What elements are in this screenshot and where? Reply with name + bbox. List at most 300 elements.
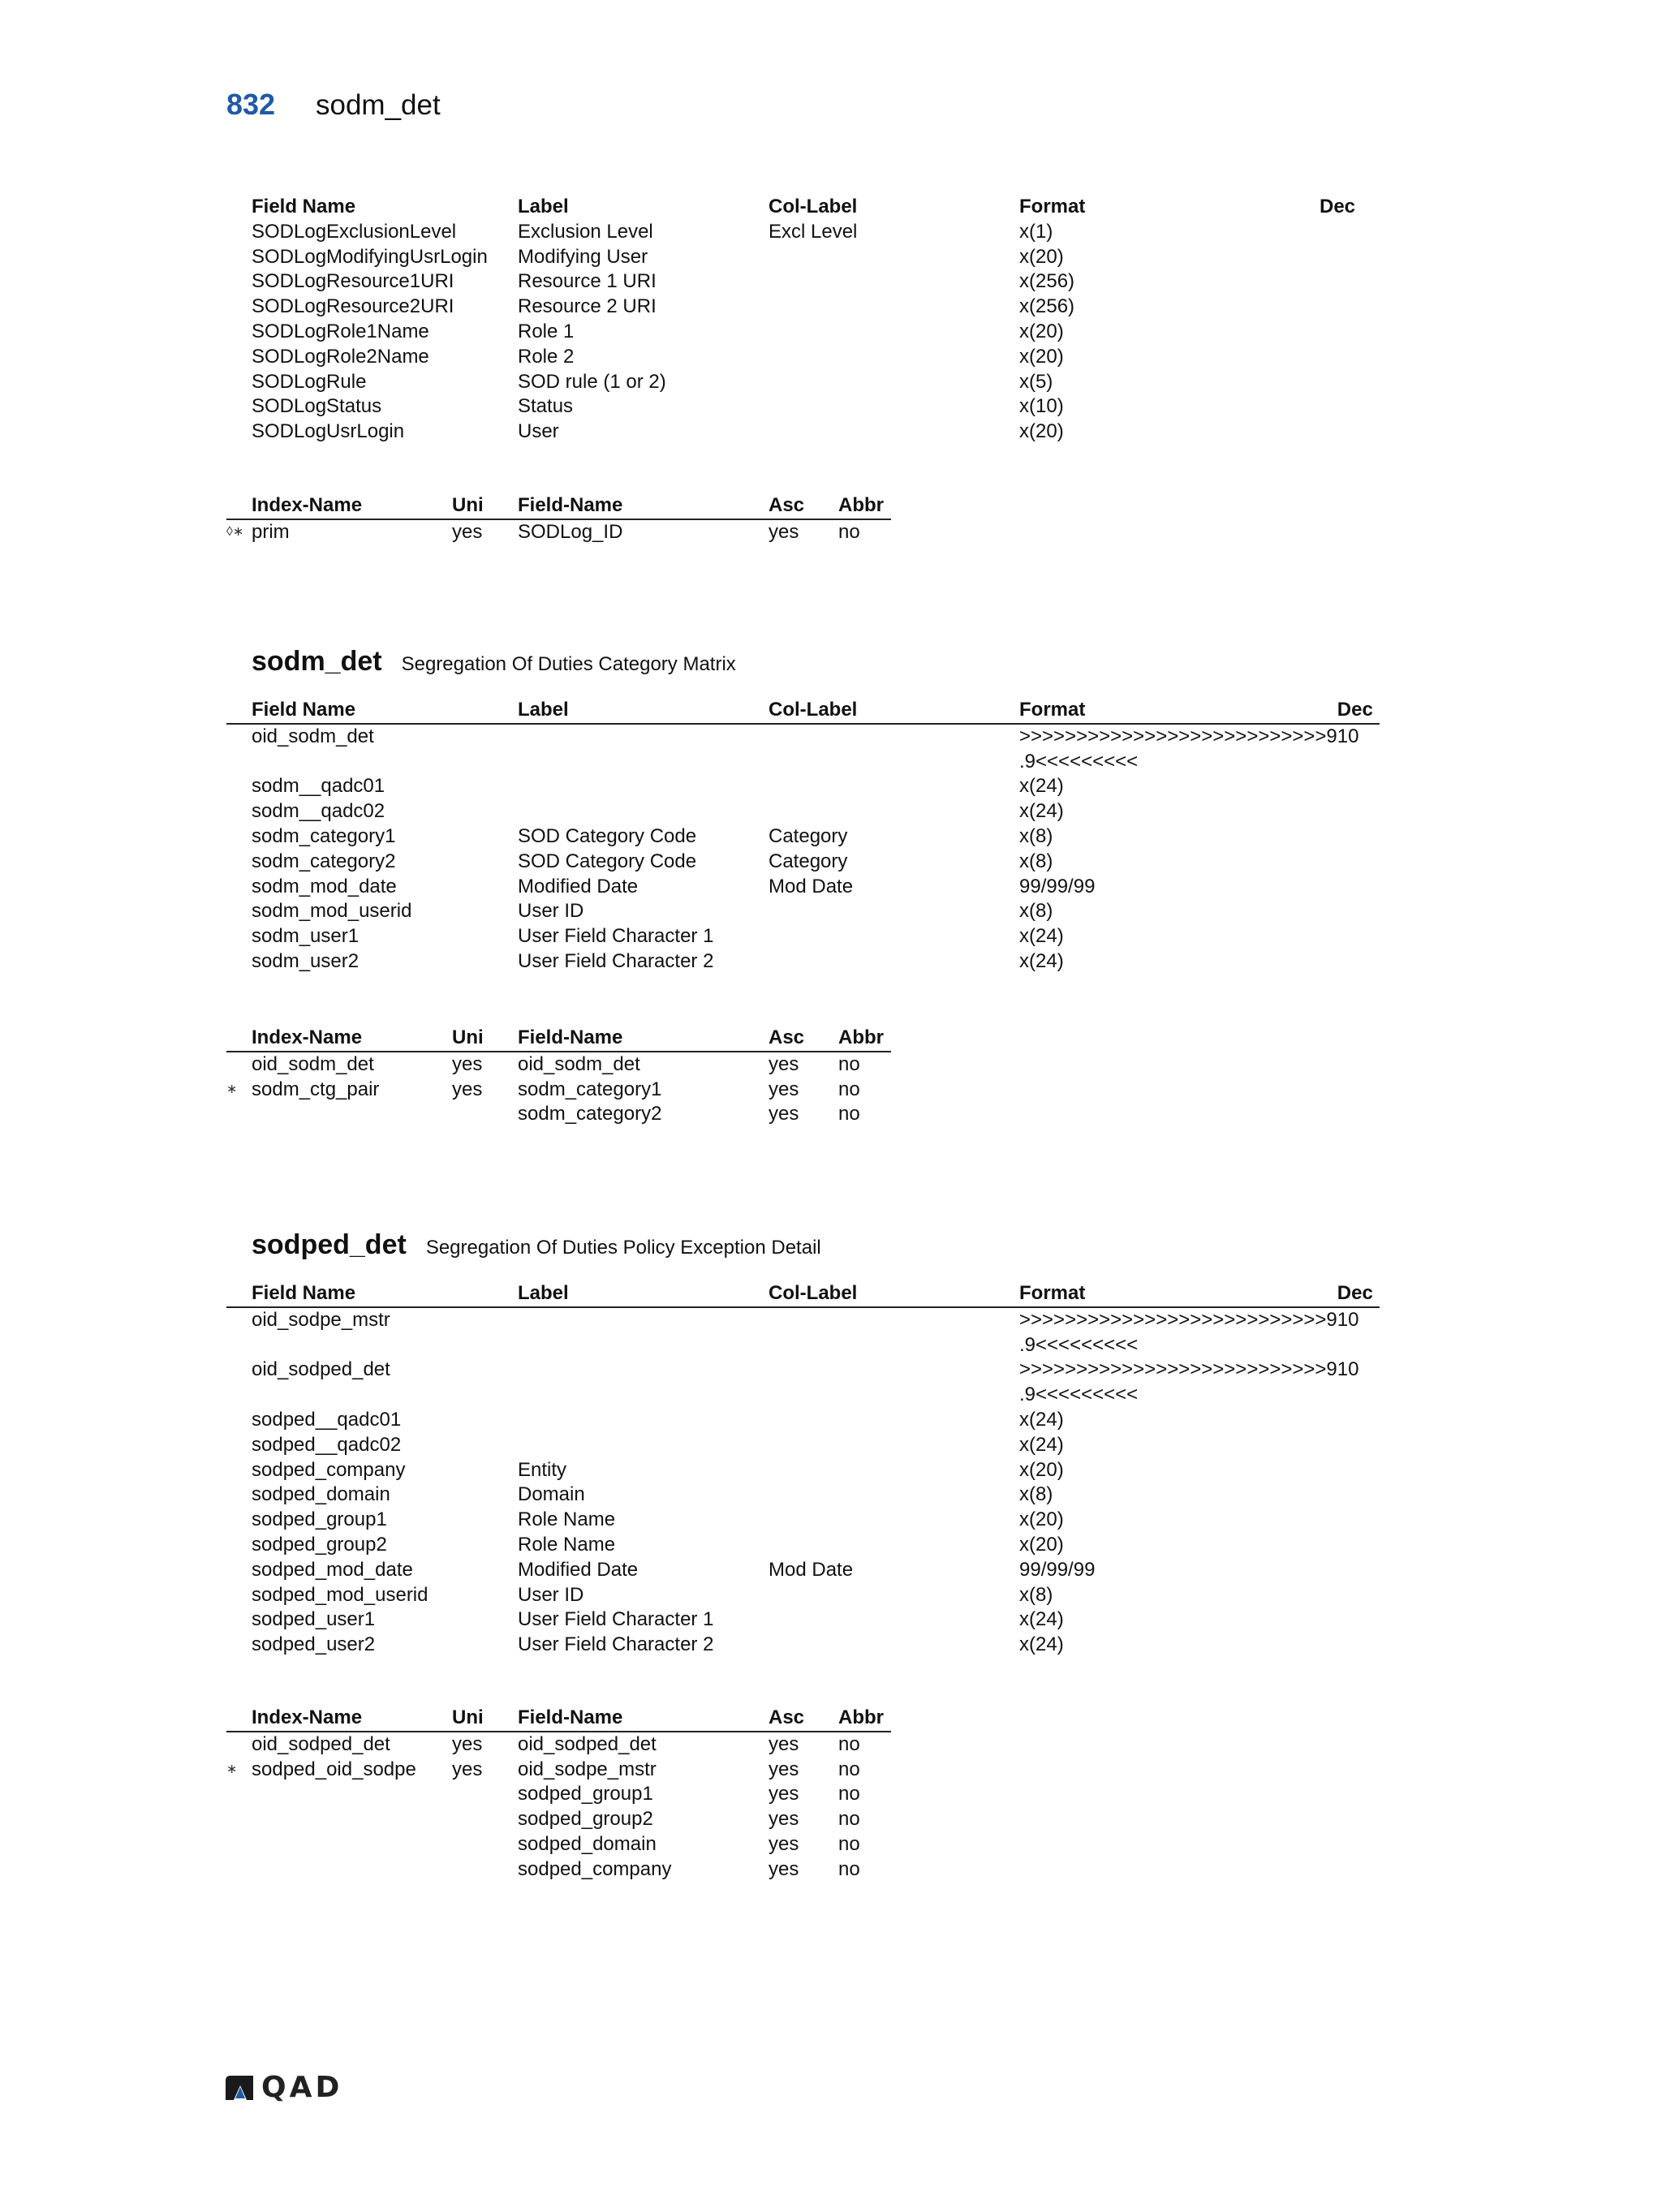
column-header-col-label: Col-Label	[769, 698, 1019, 724]
field-dec	[1337, 949, 1380, 975]
top-index-table	[226, 493, 891, 545]
table-row	[226, 1832, 891, 1857]
field-label: Exclusion Level	[518, 220, 653, 243]
field-dec	[1337, 850, 1380, 875]
index-field-name: sodped_group1	[518, 1783, 653, 1805]
index-ascending: yes	[769, 1103, 799, 1125]
index-field-name: sodm_category1	[518, 1078, 662, 1100]
row-mark	[226, 1583, 252, 1608]
field-dec	[1337, 1458, 1380, 1483]
field-label	[518, 724, 769, 750]
index-field-name: oid_sodpe_mstr	[518, 1758, 657, 1780]
field-col-label	[769, 1583, 1019, 1608]
field-dec	[1320, 245, 1362, 270]
table-row	[226, 269, 1362, 295]
row-mark	[226, 1408, 252, 1433]
field-col-label	[769, 1358, 1019, 1383]
field-dec	[1337, 1483, 1380, 1508]
column-header-asc: Asc	[769, 1026, 838, 1052]
field-col-label	[769, 774, 1019, 799]
column-header-abbr: Abbr	[838, 1706, 891, 1732]
table-row	[226, 1408, 1380, 1433]
column-header-format: Format	[1019, 698, 1337, 724]
table-row	[226, 1533, 1380, 1558]
index-field-name: sodped_company	[518, 1857, 672, 1880]
field-name: SODLogRole2Name	[252, 345, 429, 368]
field-format: x(5)	[1019, 370, 1053, 393]
field-col-label	[769, 345, 1019, 370]
field-col-label: Excl Level	[769, 220, 858, 243]
column-header-abbr: Abbr	[838, 1026, 891, 1052]
running-title: sodm_det	[316, 89, 441, 121]
row-mark	[226, 1433, 252, 1458]
table-row	[226, 1483, 1380, 1508]
field-format: x(24)	[1019, 1608, 1064, 1631]
column-header-col-label: Col-Label	[769, 196, 858, 217]
field-label: Role 1	[518, 320, 575, 342]
field-col-label	[769, 799, 1019, 824]
field-col-label	[769, 1533, 1019, 1558]
index-name: prim	[252, 520, 290, 543]
field-format: x(256)	[1019, 295, 1075, 318]
table-row	[226, 1508, 1380, 1533]
index-unique: yes	[452, 1052, 483, 1075]
field-name: SODLogStatus	[252, 395, 382, 418]
index-ascending: yes	[769, 1758, 799, 1780]
mark-header	[226, 195, 252, 220]
row-mark	[226, 370, 252, 395]
field-format: x(24)	[1019, 800, 1064, 823]
field-format: x(24)	[1019, 1433, 1064, 1456]
index-unique	[452, 1102, 518, 1127]
field-label	[518, 1433, 769, 1458]
field-name: SODLogModifyingUsrLogin	[252, 245, 488, 268]
header-row	[226, 493, 891, 519]
field-format: 99/99/99	[1019, 1558, 1096, 1581]
index-ascending: yes	[769, 1857, 799, 1880]
row-mark	[226, 1307, 252, 1333]
field-name: sodm_user2	[252, 949, 360, 972]
empty-cell	[769, 750, 1019, 775]
table-row	[226, 295, 1362, 320]
field-label	[518, 1307, 769, 1333]
page-header	[226, 88, 441, 128]
field-col-label: Mod Date	[769, 1558, 854, 1581]
field-format-continued: .9<<<<<<<<<	[1019, 750, 1139, 772]
table-description: Segregation Of Duties Policy Exception Detail	[425, 1237, 821, 1259]
index-ascending: yes	[769, 1078, 799, 1100]
column-header-field-name: Field-Name	[518, 1706, 769, 1732]
mark-header	[226, 698, 252, 724]
index-abbreviated: no	[838, 1103, 860, 1125]
index-ascending: yes	[769, 1832, 799, 1855]
field-format: x(24)	[1019, 1408, 1064, 1431]
index-name	[252, 1102, 452, 1127]
index-name: sodm_ctg_pair	[252, 1078, 380, 1100]
empty-cell	[769, 1333, 1019, 1358]
header-row	[226, 698, 1380, 724]
field-label: Modifying User	[518, 245, 648, 268]
field-format: x(20)	[1019, 1508, 1064, 1531]
column-header-uni: Uni	[452, 493, 518, 519]
field-label: User ID	[518, 900, 584, 923]
field-format: x(10)	[1019, 395, 1064, 418]
index-field-name: sodped_domain	[518, 1832, 657, 1855]
row-mark	[226, 420, 252, 445]
field-col-label	[769, 370, 1019, 395]
row-mark	[226, 1558, 252, 1583]
field-label: User Field Character 1	[518, 1608, 714, 1631]
row-mark	[226, 269, 252, 295]
column-header-format: Format	[1019, 196, 1086, 217]
page-number: 832	[226, 88, 276, 121]
field-name: sodped_mod_userid	[252, 1583, 428, 1606]
column-header-field-name: Field-Name	[518, 1026, 769, 1052]
field-col-label: Mod Date	[769, 875, 854, 897]
column-header-format: Format	[1019, 1281, 1337, 1307]
index-unique: yes	[452, 1758, 483, 1780]
column-header-col-label: Col-Label	[769, 1281, 1019, 1307]
row-mark	[226, 295, 252, 320]
empty-cell	[1337, 1383, 1380, 1408]
field-name: SODLogRule	[252, 370, 367, 393]
field-dec	[1320, 345, 1362, 370]
header-row	[226, 195, 1362, 220]
field-name: sodped_user2	[252, 1633, 376, 1656]
field-col-label	[769, 724, 1019, 750]
table-row	[226, 1078, 891, 1103]
table-row	[226, 320, 1362, 345]
index-marker	[226, 1807, 252, 1832]
empty-cell	[518, 750, 769, 775]
field-dec	[1337, 824, 1380, 850]
table-row	[226, 420, 1362, 445]
field-format: x(20)	[1019, 345, 1064, 368]
table-row	[226, 394, 1362, 420]
index-abbreviated: no	[838, 1857, 860, 1880]
column-header-dec: Dec	[1337, 1281, 1380, 1307]
mark-header	[226, 1026, 252, 1052]
index-abbreviated: no	[838, 1078, 860, 1100]
field-dec: 10	[1337, 1308, 1359, 1331]
field-format: x(20)	[1019, 420, 1064, 443]
field-col-label	[769, 1607, 1019, 1633]
field-format-continued: .9<<<<<<<<<	[1019, 1384, 1139, 1406]
table-description: Segregation Of Duties Category Matrix	[401, 653, 736, 675]
column-header-uni: Uni	[452, 1026, 518, 1052]
field-format: x(24)	[1019, 949, 1064, 972]
field-dec	[1337, 1558, 1380, 1583]
table-row	[226, 1307, 1380, 1333]
qad-logo	[224, 2071, 342, 2104]
index-abbreviated: no	[838, 1052, 860, 1075]
column-header-label: Label	[518, 1281, 769, 1307]
field-label	[518, 799, 769, 824]
field-col-label	[769, 394, 1019, 420]
field-dec	[1337, 1583, 1380, 1608]
field-name: oid_sodpe_mstr	[252, 1308, 390, 1331]
mark-header	[226, 1706, 252, 1732]
empty-cell	[518, 1333, 769, 1358]
field-col-label	[769, 1458, 1019, 1483]
field-col-label	[769, 1408, 1019, 1433]
field-format: x(8)	[1019, 850, 1053, 872]
field-dec	[1337, 799, 1380, 824]
field-label: SOD Category Code	[518, 824, 697, 847]
index-abbreviated: no	[838, 1783, 860, 1805]
column-header-index-name: Index-Name	[252, 1026, 452, 1052]
field-col-label	[769, 924, 1019, 949]
field-label: Modified Date	[518, 1558, 639, 1581]
header-row	[226, 1026, 891, 1052]
index-field-name: sodm_category2	[518, 1103, 662, 1125]
field-format: >>>>>>>>>>>>>>>>>>>>>>>>>>>9	[1019, 725, 1337, 747]
table-row	[226, 824, 1380, 850]
table-row	[226, 1807, 891, 1832]
field-dec	[1337, 1508, 1380, 1533]
column-header-field-name: Field Name	[252, 1281, 518, 1307]
field-dec	[1337, 1433, 1380, 1458]
row-mark	[226, 850, 252, 875]
index-abbreviated: no	[838, 1832, 860, 1855]
field-format: x(20)	[1019, 245, 1064, 268]
empty-cell	[1337, 1333, 1380, 1358]
row-mark	[226, 320, 252, 345]
field-dec	[1320, 420, 1362, 445]
sodm-det-field-table	[226, 698, 1380, 975]
index-name: oid_sodped_det	[252, 1732, 390, 1755]
field-col-label	[769, 320, 1019, 345]
row-mark	[226, 220, 252, 245]
mark-header	[226, 1281, 252, 1307]
row-mark	[226, 724, 252, 750]
row-mark	[226, 1508, 252, 1533]
table-row	[226, 1458, 1380, 1483]
field-dec	[1320, 370, 1362, 395]
field-dec	[1320, 269, 1362, 295]
empty-cell	[226, 1383, 252, 1408]
field-name: SODLogResource1URI	[252, 270, 454, 293]
table-row	[226, 370, 1362, 395]
row-mark	[226, 1483, 252, 1508]
column-header-dec: Dec	[1337, 698, 1380, 724]
field-name: SODLogUsrLogin	[252, 420, 405, 443]
field-label: Role Name	[518, 1533, 616, 1556]
field-label: Status	[518, 395, 574, 418]
field-label	[518, 1358, 769, 1383]
index-ascending: yes	[769, 1808, 799, 1831]
field-name: sodm_mod_userid	[252, 900, 412, 923]
field-col-label	[769, 269, 1019, 295]
field-format: x(24)	[1019, 925, 1064, 948]
field-dec	[1320, 394, 1362, 420]
index-unique: yes	[452, 520, 483, 543]
field-label: SOD rule (1 or 2)	[518, 370, 666, 393]
field-label	[518, 774, 769, 799]
table-row	[226, 1358, 1380, 1383]
index-marker: ∗	[226, 1082, 238, 1096]
column-header-uni: Uni	[452, 1706, 518, 1732]
index-unique	[452, 1857, 518, 1883]
column-header-field-name: Field Name	[252, 698, 518, 724]
row-mark	[226, 1458, 252, 1483]
header-row	[226, 1706, 891, 1732]
field-dec	[1337, 774, 1380, 799]
index-unique	[452, 1782, 518, 1807]
row-mark	[226, 245, 252, 270]
field-label: Resource 1 URI	[518, 270, 657, 293]
field-name: sodm_category1	[252, 824, 396, 847]
index-ascending: yes	[769, 520, 799, 543]
index-ascending: yes	[769, 1732, 799, 1755]
field-label: Role Name	[518, 1508, 616, 1531]
field-col-label	[769, 949, 1019, 975]
field-name: SODLogExclusionLevel	[252, 220, 457, 243]
field-name: oid_sodm_det	[252, 725, 374, 747]
column-header-field-name: Field Name	[252, 196, 356, 217]
table-row	[226, 245, 1362, 270]
field-dec	[1337, 1607, 1380, 1633]
table-row	[226, 724, 1380, 750]
table-row	[226, 1633, 1380, 1658]
field-format: x(1)	[1019, 220, 1053, 243]
empty-cell	[226, 750, 252, 775]
sodped-det-index-table	[226, 1706, 891, 1883]
empty-cell	[1337, 750, 1380, 775]
field-col-label	[769, 295, 1019, 320]
sodped-det-field-table	[226, 1281, 1380, 1658]
field-col-label	[769, 1307, 1019, 1333]
field-name: sodped__qadc01	[252, 1408, 402, 1431]
empty-cell	[252, 750, 518, 775]
field-format: x(20)	[1019, 1533, 1064, 1556]
index-abbreviated: no	[838, 1808, 860, 1831]
empty-cell	[252, 1333, 518, 1358]
field-name: sodm_category2	[252, 850, 396, 872]
index-name	[252, 1832, 452, 1857]
field-name: sodped_mod_date	[252, 1558, 413, 1581]
empty-cell	[252, 1383, 518, 1408]
qad-logo-icon	[224, 2074, 256, 2102]
index-unique: yes	[452, 1732, 483, 1755]
empty-cell	[518, 1383, 769, 1408]
field-format: x(20)	[1019, 1458, 1064, 1481]
field-name: sodped_group1	[252, 1508, 387, 1531]
field-dec	[1320, 220, 1362, 245]
index-unique: yes	[452, 1078, 483, 1100]
field-name: sodm_user1	[252, 925, 360, 948]
table-name: sodm_det	[252, 646, 382, 677]
field-name: sodped_domain	[252, 1483, 390, 1506]
field-dec	[1337, 1408, 1380, 1433]
field-col-label	[769, 899, 1019, 924]
field-label: User Field Character 2	[518, 1633, 714, 1656]
field-name: sodm__qadc01	[252, 775, 385, 798]
column-header-index-name: Index-Name	[252, 1706, 452, 1732]
empty-cell	[226, 1333, 252, 1358]
field-format-continued: .9<<<<<<<<<	[1019, 1333, 1139, 1356]
column-header-abbr: Abbr	[838, 493, 891, 519]
field-label: Modified Date	[518, 875, 639, 897]
field-label: SOD Category Code	[518, 850, 697, 872]
index-field-name: oid_sodped_det	[518, 1732, 657, 1755]
row-mark	[226, 1533, 252, 1558]
index-field-name: sodped_group2	[518, 1808, 653, 1831]
index-field-name: SODLog_ID	[518, 520, 623, 543]
table-row	[226, 1052, 891, 1078]
index-ascending: yes	[769, 1783, 799, 1805]
index-abbreviated: no	[838, 1758, 860, 1780]
table-row	[226, 1583, 1380, 1608]
field-label: Resource 2 URI	[518, 295, 657, 318]
column-header-dec: Dec	[1320, 196, 1356, 217]
field-name: sodped_company	[252, 1458, 406, 1481]
field-label	[518, 1408, 769, 1433]
field-name: sodped_group2	[252, 1533, 387, 1556]
index-marker	[226, 1832, 252, 1857]
column-header-field-name: Field-Name	[518, 493, 769, 519]
table-row	[226, 1558, 1380, 1583]
field-col-label	[769, 1433, 1019, 1458]
table-row	[226, 1857, 891, 1883]
row-mark	[226, 1633, 252, 1658]
field-format: x(8)	[1019, 1583, 1053, 1606]
field-label: User ID	[518, 1583, 584, 1606]
index-ascending: yes	[769, 1052, 799, 1075]
field-format: x(8)	[1019, 1483, 1053, 1506]
field-col-label	[769, 245, 1019, 270]
field-col-label	[769, 1633, 1019, 1658]
field-col-label: Category	[769, 824, 848, 847]
empty-cell	[769, 1383, 1019, 1408]
field-dec: 10	[1337, 1358, 1359, 1381]
row-mark	[226, 394, 252, 420]
field-dec	[1337, 875, 1380, 900]
table-row	[226, 1433, 1380, 1458]
column-header-asc: Asc	[769, 1706, 838, 1732]
field-format: x(20)	[1019, 320, 1064, 342]
table-row	[226, 1782, 891, 1807]
field-dec	[1320, 295, 1362, 320]
field-format: x(24)	[1019, 775, 1064, 798]
column-header-asc: Asc	[769, 493, 838, 519]
row-mark	[226, 924, 252, 949]
table-row	[226, 949, 1380, 975]
field-format: >>>>>>>>>>>>>>>>>>>>>>>>>>>9	[1019, 1308, 1337, 1331]
index-name	[252, 1807, 452, 1832]
top-field-table	[226, 195, 1362, 445]
field-format: x(256)	[1019, 270, 1075, 293]
table-row	[226, 345, 1362, 370]
sodm-det-index-table	[226, 1026, 891, 1127]
field-dec: 10	[1337, 725, 1359, 747]
field-name: sodm__qadc02	[252, 800, 385, 823]
index-unique	[452, 1807, 518, 1832]
field-format: x(24)	[1019, 1633, 1064, 1656]
index-marker	[226, 1782, 252, 1807]
table-row	[226, 899, 1380, 924]
index-abbreviated: no	[838, 520, 860, 543]
field-col-label: Category	[769, 850, 848, 872]
column-header-label: Label	[518, 196, 569, 217]
row-mark	[226, 949, 252, 975]
row-mark	[226, 899, 252, 924]
field-format: x(8)	[1019, 900, 1053, 923]
header-row	[226, 1281, 1380, 1307]
field-col-label	[769, 1508, 1019, 1533]
row-mark	[226, 875, 252, 900]
index-marker	[226, 1052, 252, 1078]
